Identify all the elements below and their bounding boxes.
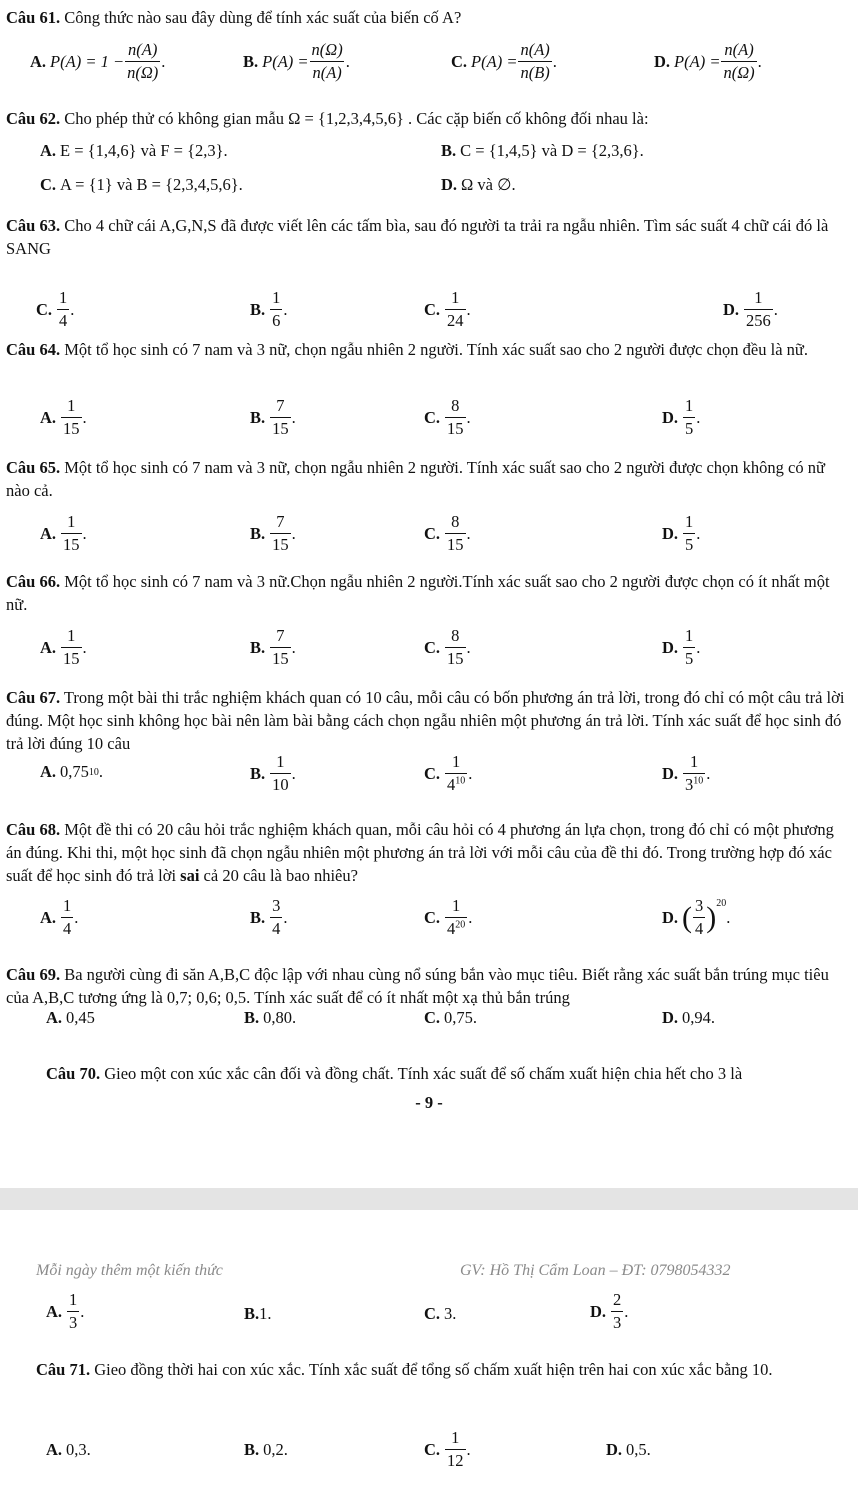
fraction bbox=[683, 626, 695, 669]
q69-option-b[interactable] bbox=[244, 1008, 296, 1028]
numerator: n(Ω) bbox=[311, 40, 343, 59]
numerator: 1 bbox=[452, 752, 461, 771]
numerator: 1 bbox=[685, 512, 694, 531]
q61 bbox=[6, 6, 850, 29]
option-label: B. bbox=[250, 907, 266, 927]
option-label: B. bbox=[244, 1304, 260, 1323]
denominator: 15 bbox=[63, 649, 80, 668]
q62-option-a[interactable] bbox=[40, 141, 228, 161]
q71-option-c[interactable] bbox=[424, 1428, 471, 1471]
denominator: 4 bbox=[63, 919, 72, 938]
fraction bbox=[270, 396, 291, 439]
fraction bbox=[683, 396, 695, 439]
option-tail: . bbox=[696, 407, 701, 427]
denominator: 10 bbox=[272, 775, 289, 794]
option-label: B. bbox=[244, 1008, 260, 1027]
numerator: 8 bbox=[451, 512, 460, 531]
q67-option-d[interactable] bbox=[662, 752, 710, 795]
q67-option-a[interactable] bbox=[40, 762, 103, 782]
option-tail: . bbox=[283, 299, 288, 319]
q69-option-d[interactable] bbox=[662, 1008, 715, 1028]
denominator bbox=[445, 773, 467, 795]
q61-option-d[interactable] bbox=[654, 40, 762, 83]
numerator: 1 bbox=[754, 288, 763, 307]
fraction bbox=[61, 512, 82, 555]
option-label: D. bbox=[662, 1008, 679, 1027]
q64-title: Câu 64. bbox=[6, 340, 61, 359]
denominator: 15 bbox=[63, 419, 80, 438]
option-text: 3. bbox=[444, 1304, 457, 1323]
exponent: 20 bbox=[716, 898, 727, 909]
fraction bbox=[57, 288, 69, 331]
q61-option-b[interactable] bbox=[243, 40, 350, 83]
option-label: C. bbox=[424, 1439, 441, 1459]
option-tail: . bbox=[696, 637, 701, 657]
q63-option-a[interactable] bbox=[36, 288, 74, 331]
q68 bbox=[6, 818, 850, 887]
denominator: 5 bbox=[685, 535, 694, 554]
q69-option-c[interactable] bbox=[424, 1008, 477, 1028]
option-text: 0,75. bbox=[444, 1008, 478, 1027]
denominator: 15 bbox=[272, 535, 289, 554]
option-label: D. bbox=[662, 407, 679, 427]
fraction bbox=[270, 752, 291, 795]
option-text: A = {1} và B = {2,3,4,5,6}. bbox=[60, 175, 243, 194]
denominator: 15 bbox=[272, 649, 289, 668]
q64-text: Một tổ học sinh có 7 nam và 3 nữ, chọn ngẫu nhiên 2 người. Tính xác suất sao cho 2 người được chọn đều là nữ. bbox=[64, 340, 808, 359]
q63-option-c[interactable] bbox=[424, 288, 471, 331]
option-label: A. bbox=[40, 637, 57, 657]
footer-motto: Mỗi ngày thêm một kiến thức bbox=[36, 1262, 223, 1279]
option-label: D. bbox=[723, 299, 740, 319]
q66-options bbox=[0, 626, 858, 676]
q68-title: Câu 68. bbox=[6, 820, 61, 839]
q66-title: Câu 66. bbox=[6, 572, 61, 591]
option-tail: . bbox=[82, 637, 87, 657]
numerator: 1 bbox=[69, 1290, 78, 1309]
q69-text: Ba người cùng đi săn A,B,C độc lập với nhau cùng nổ súng bắn vào mục tiêu. Biết rằng xác suất bắn trúng mục tiêu của A,B,C tương ứng là 0,7; 0,6; 0,5. Tính xác suất để có ít nhất một xạ thủ bắn trúng bbox=[6, 965, 829, 1007]
numerator: 1 bbox=[59, 288, 68, 307]
option-text: 0,94. bbox=[682, 1008, 716, 1027]
option-label: C. bbox=[424, 523, 441, 543]
option-label: C. bbox=[36, 299, 53, 319]
fraction bbox=[445, 752, 467, 795]
q71 bbox=[36, 1358, 850, 1381]
q64-option-a[interactable] bbox=[40, 396, 87, 439]
fraction bbox=[744, 288, 773, 331]
option-tail: . bbox=[624, 1301, 629, 1321]
denominator: 5 bbox=[685, 649, 694, 668]
option-label: D. bbox=[662, 763, 679, 783]
denominator: 5 bbox=[685, 419, 694, 438]
q65 bbox=[6, 456, 850, 502]
option-tail: . bbox=[291, 763, 296, 783]
denominator: 4 bbox=[272, 919, 281, 938]
q62-option-c[interactable] bbox=[40, 175, 243, 195]
denominator: 4 bbox=[695, 919, 704, 938]
option-tail: . bbox=[466, 299, 471, 319]
denominator: 256 bbox=[746, 311, 771, 330]
q71-option-a[interactable] bbox=[46, 1440, 91, 1460]
denominator bbox=[445, 917, 467, 939]
q68-text: Một đề thi có 20 câu hỏi trắc nghiệm khách quan, mỗi câu hỏi có 4 phương án lựa chọn, trong đó chỉ có một phương án đúng. Khi thi, một học sinh đã chọn ngẫu nhiên một phương án trả lời với mỗi câu của đề thi đó. Trong trường hợp đó xác suất để học sinh đó trả lời sai cả 20 câu là bao nhiêu? bbox=[6, 820, 834, 885]
q68-option-a[interactable] bbox=[40, 896, 78, 939]
q62 bbox=[6, 107, 850, 130]
numerator: 8 bbox=[451, 396, 460, 415]
q65-option-c[interactable] bbox=[424, 512, 471, 555]
numerator: n(A) bbox=[128, 40, 158, 59]
q71-options bbox=[0, 1428, 858, 1478]
numerator: 3 bbox=[272, 896, 281, 915]
denominator: 3 bbox=[69, 1313, 78, 1332]
q69 bbox=[6, 963, 850, 1009]
q68-option-c[interactable] bbox=[424, 896, 472, 939]
denominator-base: 4 bbox=[447, 775, 456, 794]
q67-option-c[interactable] bbox=[424, 752, 472, 795]
numerator: 1 bbox=[451, 288, 460, 307]
denominator: n(Ω) bbox=[723, 63, 755, 82]
q61-option-c[interactable] bbox=[451, 40, 557, 83]
numerator: 7 bbox=[276, 626, 285, 645]
q71-text: Gieo đồng thời hai con xúc xắc. Tính xắc suất để tổng số chấm xuất hiện trên hai con xúc xắc bằng 10. bbox=[94, 1360, 773, 1379]
option-tail: . bbox=[696, 523, 701, 543]
footer-teacher: GV: Hồ Thị Cẩm Loan – ĐT: 0798054332 bbox=[460, 1262, 731, 1279]
option-label: A. bbox=[40, 907, 57, 927]
numerator: 1 bbox=[67, 396, 76, 415]
exponent: 20 bbox=[455, 919, 466, 931]
fraction bbox=[683, 752, 705, 795]
option-lead: P(A) = bbox=[471, 51, 518, 71]
option-text: 0,3. bbox=[66, 1440, 91, 1459]
fraction bbox=[611, 1290, 623, 1333]
option-text: 0,5. bbox=[626, 1440, 651, 1459]
q63-title: Câu 63. bbox=[6, 216, 61, 235]
option-label: B. bbox=[244, 1440, 260, 1459]
q61-text: Công thức nào sau đây dùng để tính xác suất của biến cố A? bbox=[64, 8, 462, 27]
q62-title: Câu 62. bbox=[6, 109, 61, 128]
fraction bbox=[445, 1428, 466, 1471]
option-tail: . bbox=[161, 51, 166, 71]
option-text: 0,45 bbox=[66, 1008, 95, 1027]
option-label: A. bbox=[46, 1301, 63, 1321]
numerator: 1 bbox=[67, 512, 76, 531]
exponent: 10 bbox=[693, 775, 704, 787]
emphasis: sai bbox=[180, 866, 200, 885]
q64 bbox=[6, 338, 850, 361]
option-tail: . bbox=[466, 1439, 471, 1459]
denominator: n(B) bbox=[520, 63, 550, 82]
option-label: D. bbox=[441, 175, 458, 194]
q61-title: Câu 61. bbox=[6, 8, 61, 27]
option-tail: . bbox=[466, 407, 471, 427]
page-break bbox=[0, 1188, 858, 1210]
page-number: - 9 - bbox=[415, 1093, 443, 1112]
q63-text: Cho 4 chữ cái A,G,N,S đã được viết lên các tấm bìa, sau đó người ta trải ra ngẫu nhiên. Tìm sác suất 4 chữ cái đó là SANG bbox=[6, 216, 829, 258]
option-base: 0,75 bbox=[60, 762, 89, 781]
numerator: 1 bbox=[685, 396, 694, 415]
q62-text: Cho phép thử có không gian mẫu Ω = {1,2,3,4,5,6} . Các cặp biến cố không đối nhau là: bbox=[64, 109, 649, 128]
numerator: 8 bbox=[451, 626, 460, 645]
fraction bbox=[518, 40, 551, 83]
option-label: D. bbox=[606, 1440, 623, 1459]
option-label: B. bbox=[243, 51, 259, 71]
q68-option-b[interactable] bbox=[250, 896, 288, 939]
option-tail: . bbox=[74, 907, 79, 927]
option-label: C. bbox=[424, 637, 441, 657]
fraction bbox=[125, 40, 160, 83]
q69-title: Câu 69. bbox=[6, 965, 61, 984]
fraction bbox=[683, 512, 695, 555]
denominator: 15 bbox=[447, 419, 464, 438]
q61-options bbox=[0, 40, 858, 90]
denominator: 15 bbox=[447, 649, 464, 668]
q62-option-d[interactable] bbox=[441, 175, 516, 195]
option-label: C. bbox=[424, 1008, 441, 1027]
q70-option-c[interactable] bbox=[424, 1304, 456, 1324]
fraction bbox=[693, 896, 705, 939]
q71-option-d[interactable] bbox=[606, 1440, 651, 1460]
option-tail: . bbox=[757, 51, 762, 71]
option-label: C. bbox=[451, 51, 468, 71]
option-label: B. bbox=[250, 523, 266, 543]
q66-option-b[interactable] bbox=[250, 626, 296, 669]
q70-option-d[interactable] bbox=[590, 1290, 628, 1333]
q66-text: Một tổ học sinh có 7 nam và 3 nữ.Chọn ngẫu nhiên 2 người.Tính xác suất sao cho 2 người được chọn có ít nhất một nữ. bbox=[6, 572, 830, 614]
denominator: 4 bbox=[59, 311, 68, 330]
option-tail: . bbox=[98, 762, 104, 781]
option-tail: . bbox=[283, 907, 288, 927]
option-text: C = {1,4,5} và D = {2,3,6}. bbox=[460, 141, 644, 160]
q66-option-c[interactable] bbox=[424, 626, 471, 669]
option-tail: . bbox=[726, 907, 731, 927]
q67-text: Trong một bài thi trắc nghiệm khách quan có 10 câu, mỗi câu có bốn phương án trả lời, trong đó chỉ có một câu trả lời đúng. Một học sinh không học bài nên làm bài bằng cách chọn ngẫu nhiên một phương án trả lời. Tính xác suất để học sinh đó trả lời đúng 10 câu bbox=[6, 688, 845, 753]
fraction bbox=[61, 896, 73, 939]
option-tail: . bbox=[345, 51, 350, 71]
exponent: 10 bbox=[455, 775, 466, 787]
option-tail: . bbox=[291, 523, 296, 543]
option-tail: . bbox=[80, 1301, 85, 1321]
numerator: 7 bbox=[276, 512, 285, 531]
numerator: 1 bbox=[63, 896, 72, 915]
option-label: A. bbox=[30, 51, 47, 71]
q63 bbox=[6, 214, 850, 260]
option-label: A. bbox=[46, 1440, 63, 1459]
q64-option-b[interactable] bbox=[250, 396, 296, 439]
q70-options bbox=[0, 1290, 858, 1340]
option-text: E = {1,4,6} và F = {2,3}. bbox=[60, 141, 228, 160]
q71-title: Câu 71. bbox=[36, 1360, 91, 1379]
numerator: n(A) bbox=[520, 40, 550, 59]
fraction bbox=[67, 1290, 79, 1333]
q65-option-a[interactable] bbox=[40, 512, 87, 555]
denominator bbox=[683, 773, 705, 795]
q63-option-d[interactable] bbox=[723, 288, 778, 331]
option-label: C. bbox=[424, 907, 441, 927]
option-tail: . bbox=[706, 763, 711, 783]
fraction bbox=[445, 896, 467, 939]
option-label: A. bbox=[40, 762, 57, 781]
denominator: 15 bbox=[447, 535, 464, 554]
option-text: 1. bbox=[259, 1304, 272, 1323]
q67-option-b[interactable] bbox=[250, 752, 296, 795]
q65-option-d[interactable] bbox=[662, 512, 700, 555]
option-label: D. bbox=[662, 637, 679, 657]
numerator: 1 bbox=[452, 896, 461, 915]
denominator: 3 bbox=[613, 1313, 622, 1332]
numerator: 3 bbox=[695, 896, 704, 915]
q68-options bbox=[0, 896, 858, 946]
numerator: 1 bbox=[451, 1428, 460, 1447]
option-label: C. bbox=[424, 1304, 441, 1323]
q63-options bbox=[0, 288, 858, 338]
option-label: D. bbox=[662, 523, 679, 543]
option-tail: . bbox=[466, 637, 471, 657]
fraction bbox=[270, 626, 291, 669]
option-label: A. bbox=[40, 523, 57, 543]
option-label: A. bbox=[46, 1008, 63, 1027]
option-label: B. bbox=[250, 637, 266, 657]
option-tail: . bbox=[773, 299, 778, 319]
q64-option-d[interactable] bbox=[662, 396, 700, 439]
q64-option-c[interactable] bbox=[424, 396, 471, 439]
denominator: n(A) bbox=[312, 63, 342, 82]
numerator: 7 bbox=[276, 396, 285, 415]
fraction bbox=[310, 40, 345, 83]
fraction bbox=[61, 626, 82, 669]
option-label: C. bbox=[424, 407, 441, 427]
option-label: B. bbox=[441, 141, 457, 160]
q70-text: Gieo một con xúc xắc cân đối và đồng chất. Tính xác suất để số chấm xuất hiện chia hết cho 3 là bbox=[104, 1064, 743, 1083]
q71-option-b[interactable] bbox=[244, 1440, 288, 1460]
q70 bbox=[46, 1062, 850, 1085]
fraction bbox=[270, 288, 282, 331]
option-label: D. bbox=[662, 907, 679, 927]
option-lead: P(A) = bbox=[674, 51, 721, 71]
numerator: n(A) bbox=[724, 40, 754, 59]
q70-option-b[interactable] bbox=[244, 1304, 272, 1324]
option-lead: P(A) = 1 − bbox=[50, 51, 125, 71]
option-lead: P(A) = bbox=[262, 51, 309, 71]
q65-option-b[interactable] bbox=[250, 512, 296, 555]
fraction bbox=[445, 396, 466, 439]
q68-option-d[interactable] bbox=[662, 896, 730, 939]
option-tail: . bbox=[70, 299, 75, 319]
fraction bbox=[445, 626, 466, 669]
denominator: 15 bbox=[272, 419, 289, 438]
denominator-base: 3 bbox=[685, 775, 694, 794]
fraction bbox=[270, 896, 282, 939]
numerator: 1 bbox=[276, 752, 285, 771]
fraction bbox=[445, 288, 466, 331]
q70-title: Câu 70. bbox=[46, 1064, 101, 1083]
q66 bbox=[6, 570, 850, 616]
denominator: n(Ω) bbox=[127, 63, 159, 82]
option-tail: . bbox=[291, 637, 296, 657]
q66-option-d[interactable] bbox=[662, 626, 700, 669]
fraction bbox=[721, 40, 756, 83]
option-tail: . bbox=[468, 763, 473, 783]
option-label: A. bbox=[40, 141, 57, 160]
option-tail: . bbox=[468, 907, 473, 927]
option-text: 0,80. bbox=[263, 1008, 297, 1027]
option-label: C. bbox=[424, 299, 441, 319]
left-paren: ( bbox=[682, 900, 693, 934]
option-tail: . bbox=[466, 523, 471, 543]
q64-options bbox=[0, 396, 858, 446]
option-label: D. bbox=[654, 51, 671, 71]
q65-title: Câu 65. bbox=[6, 458, 61, 477]
denominator: 24 bbox=[447, 311, 464, 330]
numerator: 1 bbox=[685, 626, 694, 645]
exponent: 10 bbox=[88, 766, 99, 778]
option-tail: . bbox=[82, 523, 87, 543]
option-label: B. bbox=[250, 407, 266, 427]
option-tail: . bbox=[291, 407, 296, 427]
q65-text: Một tổ học sinh có 7 nam và 3 nữ, chọn ngẫu nhiên 2 người. Tính xác suất sao cho 2 người được chọn không có nữ nào cả. bbox=[6, 458, 825, 500]
option-text: Ω và ∅. bbox=[461, 175, 516, 194]
q65-options bbox=[0, 512, 858, 562]
option-label: D. bbox=[590, 1301, 607, 1321]
q69-option-a[interactable] bbox=[46, 1008, 95, 1028]
option-label: B. bbox=[250, 299, 266, 319]
option-tail: . bbox=[82, 407, 87, 427]
option-tail: . bbox=[552, 51, 557, 71]
numerator: 2 bbox=[613, 1290, 622, 1309]
denominator: 15 bbox=[63, 535, 80, 554]
option-label: A. bbox=[40, 407, 57, 427]
numerator: 1 bbox=[272, 288, 281, 307]
denominator: 12 bbox=[447, 1451, 464, 1470]
q61-option-a[interactable] bbox=[30, 40, 165, 83]
numerator: 1 bbox=[67, 626, 76, 645]
q67-options bbox=[0, 752, 858, 802]
q67 bbox=[6, 686, 850, 755]
numerator: 1 bbox=[690, 752, 699, 771]
q67-title: Câu 67. bbox=[6, 688, 61, 707]
option-label: C. bbox=[424, 763, 441, 783]
q66-option-a[interactable] bbox=[40, 626, 87, 669]
option-label: B. bbox=[250, 763, 266, 783]
option-label: C. bbox=[40, 175, 57, 194]
q63-option-b[interactable] bbox=[250, 288, 288, 331]
option-text: 0,2. bbox=[263, 1440, 288, 1459]
fraction bbox=[445, 512, 466, 555]
fraction bbox=[61, 396, 82, 439]
q62-option-b[interactable] bbox=[441, 141, 644, 161]
right-paren: ) bbox=[706, 900, 717, 934]
denominator: 6 bbox=[272, 311, 281, 330]
fraction bbox=[270, 512, 291, 555]
q70-option-a[interactable] bbox=[46, 1290, 84, 1333]
denominator-base: 4 bbox=[447, 919, 456, 938]
